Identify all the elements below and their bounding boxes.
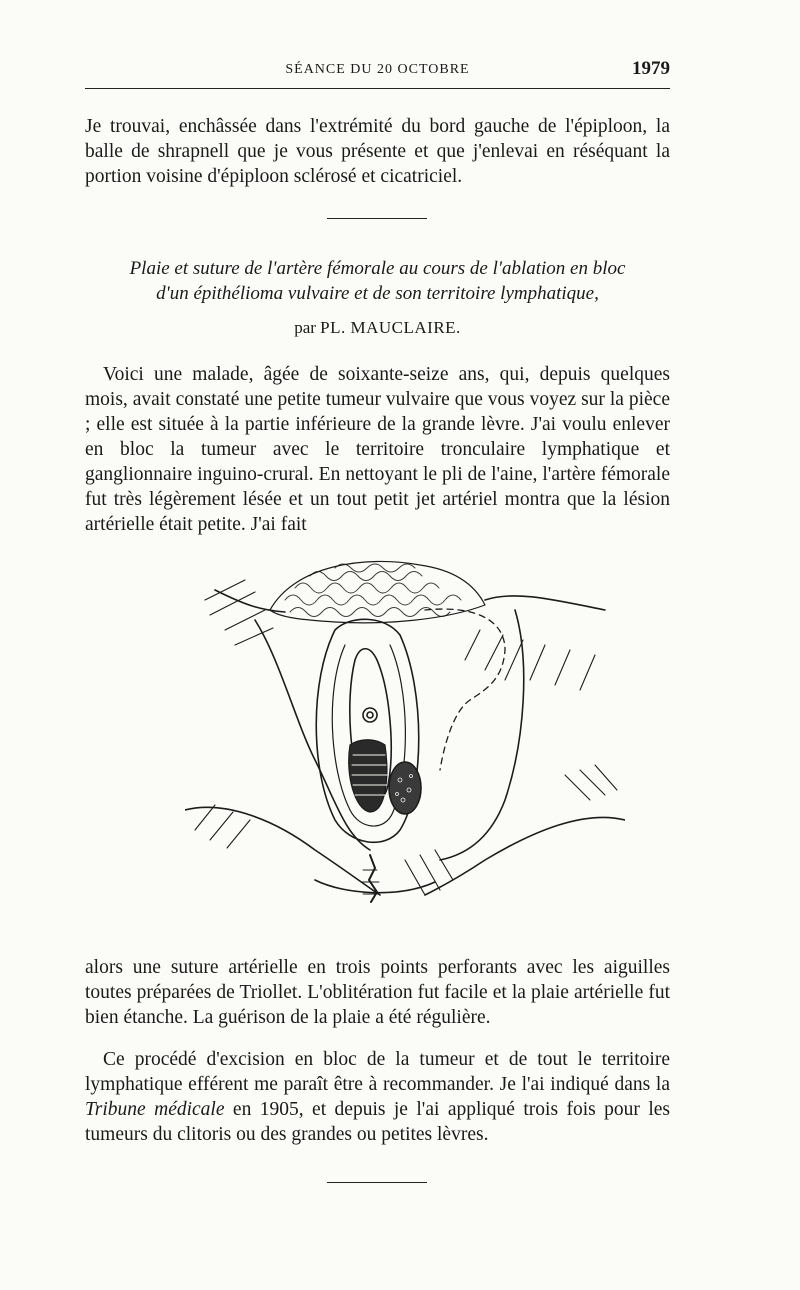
- byline: [85, 318, 670, 338]
- page-header: [85, 58, 670, 89]
- paragraph-4-text-a: Ce procédé d'excision en bloc de la tumeur et de tout le territoire lymphatique efférent me paraît être à recommander. Je l'ai indiqué dans la: [85, 1049, 670, 1095]
- article-title-line-2: d'un épithélioma vulvaire et de son territoire lymphatique,: [156, 283, 599, 304]
- paragraph-1: Je trouvai, enchâssée dans l'extrémité du bord gauche de l'épiploon, la balle de shrapnell que je vous présente et que j'enlevai en réséquant la portion voisine d'épiploon sclérosé et cicatriciel.: [85, 116, 670, 187]
- journal-name: Tribune médicale: [85, 1099, 225, 1120]
- byline-prefix: par: [294, 318, 316, 337]
- anatomical-illustration: [185, 550, 625, 930]
- paragraph-2: Voici une malade, âgée de soixante-seize ans, qui, depuis quelques mois, avait constaté une petite tumeur vulvaire que vous voyez sur la pièce ; elle est située à la partie inférieure de la grande lèvre. J'ai voulu enlever en bloc la tumeur avec le territoire tronculaire lymphatique et ganglionnaire inguino-crural. En nettoyant le pli de l'aine, l'artère fémorale fut très légèrement lésée et un tout petit jet artériel montra que la lésion artérielle était petite. J'ai fait: [85, 364, 670, 535]
- section-separator-1: [327, 218, 427, 219]
- paragraph-4: [85, 1047, 670, 1147]
- author-name: PL. MAUCLAIRE.: [320, 318, 461, 337]
- paragraph-3: alors une suture artérielle en trois points perforants avec les aiguilles toutes préparées de Triollet. L'oblitération fut facile et la plaie artérielle fut bien étanche. La guérison de la plaie a été régulière.: [85, 957, 670, 1028]
- article-title-line-1: Plaie et suture de l'artère fémorale au cours de l'ablation en bloc: [129, 258, 626, 279]
- article-title: [85, 256, 670, 306]
- running-head: SÉANCE DU 20 OCTOBRE: [285, 62, 470, 77]
- page-number: 1979: [632, 58, 670, 79]
- paragraph-4-text-b: en 1905, et depuis je l'ai appliqué trois fois pour les tumeurs du clitoris ou des grandes ou petites lèvres.: [85, 1099, 670, 1145]
- section-separator-2: [327, 1182, 427, 1183]
